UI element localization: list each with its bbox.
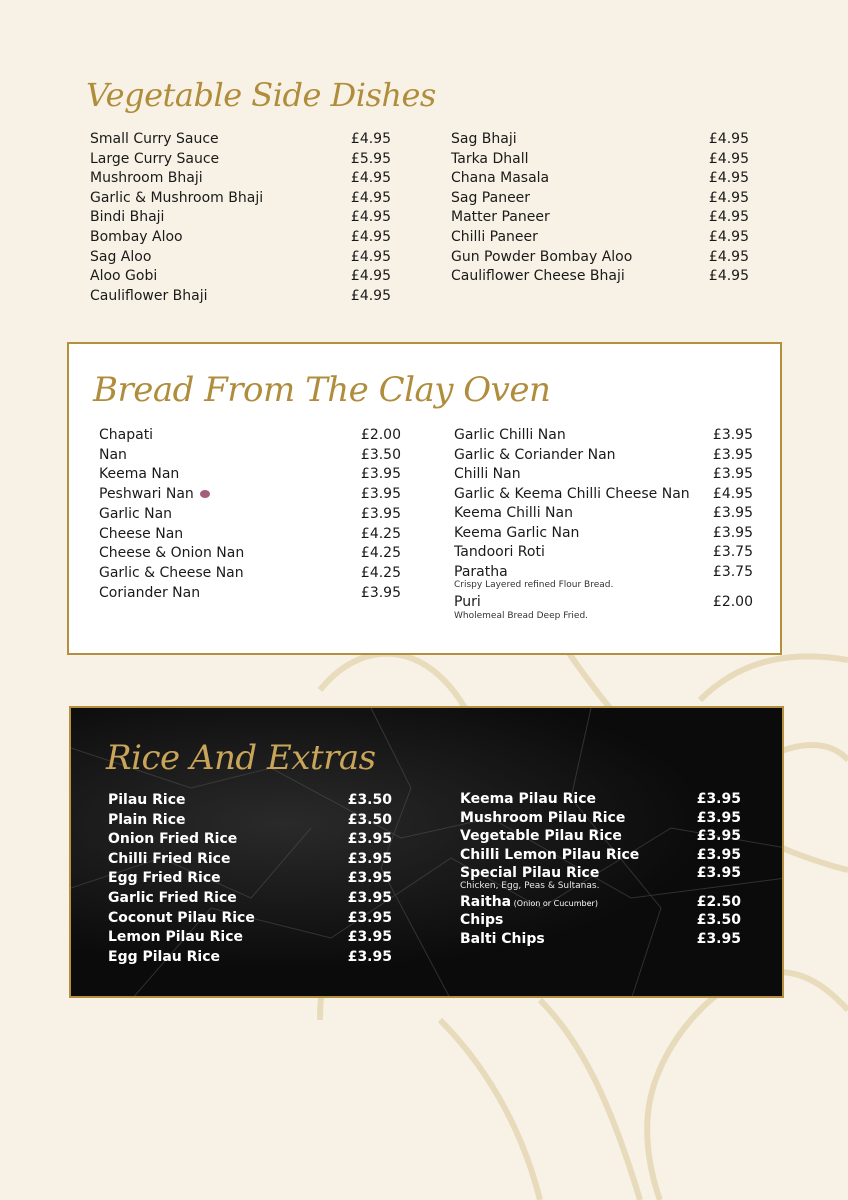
menu-item-label: Small Curry Sauce [90,131,219,147]
menu-item [90,131,391,151]
menu-item-price: £4.95 [350,189,391,206]
menu-item-price: £3.95 [696,791,741,807]
menu-item-price: £3.95 [360,505,401,522]
menu-item-price: £4.95 [708,170,749,187]
menu-item-label: Raitha [460,893,512,910]
menu-item-price: £3.95 [360,486,401,503]
menu-item [90,229,391,249]
menu-item-price: £3.95 [347,909,392,926]
menu-item-price: £3.50 [347,811,392,828]
menu-item-name [451,249,632,265]
section-title-rice: Rice And Extras [106,738,376,778]
menu-item-name [460,894,598,910]
menu-item-name [454,525,579,541]
menu-item-name [451,151,528,167]
menu-item [108,831,392,851]
menu-item-label: Garlic Nan [99,505,173,522]
menu-item-price: £4.95 [350,248,391,265]
menu-item-name [99,565,244,581]
menu-item-price: £4.95 [708,150,749,167]
menu-item-price: £3.95 [347,948,392,965]
menu-item [90,170,391,190]
menu-item [460,931,741,950]
menu-item-label: Garlic Chilli Nan [454,427,566,443]
menu-item-label: Keema Chilli Nan [454,505,573,521]
menu-item-name [108,812,186,828]
menu-item-name [99,486,210,502]
menu-item [99,466,401,486]
menu-item-label: Garlic & Coriander Nan [454,446,616,463]
menu-item-name [108,792,186,808]
menu-item-label: Tarka Dhall [451,150,529,167]
menu-item-price: £4.95 [350,131,391,147]
menu-item-price: £4.95 [708,131,749,147]
menu-item-label: Aloo Gobi [90,268,158,285]
menu-item-label: Sag Paneer [451,189,531,206]
menu-item-name [454,594,481,610]
menu-item-name [460,810,625,826]
menu-item-price: £4.95 [350,209,391,226]
menu-item-name [108,890,237,906]
menu-item-price: £3.50 [360,446,401,463]
menu-item-price: £4.95 [708,229,749,245]
menu-item-label: Garlic & Keema Chilli Cheese Nan [454,485,690,502]
menu-item-name [90,268,157,284]
menu-item-name [90,190,263,206]
menu-item [454,544,753,564]
menu-item-price: £3.95 [712,446,753,463]
menu-item-price: £4.95 [350,170,391,187]
menu-item [454,563,753,590]
menu-item-price: £4.95 [708,189,749,206]
menu-item-name [90,249,151,265]
menu-item-label: Chilli Nan [454,466,521,482]
menu-item-label: Cheese Nan [99,525,184,542]
menu-item-name [460,912,503,928]
menu-item [90,268,391,288]
menu-item [454,525,753,545]
menu-item [99,526,401,546]
section-title-bread: Bread From The Clay Oven [93,370,551,410]
menu-item-label: Garlic & Mushroom Bhaji [90,189,264,206]
menu-item [454,486,753,506]
menu-item-label: Chilli Paneer [451,229,538,245]
menu-item [451,268,749,288]
menu-item-price: £3.95 [696,930,741,947]
menu-item-name [99,447,127,463]
menu-item [108,870,392,890]
menu-item-price: £3.50 [347,792,392,808]
menu-item-label: Cauliflower Cheese Bhaji [451,268,625,285]
menu-item-price: £3.75 [712,563,753,580]
menu-item [99,427,401,447]
menu-item-price: £4.25 [360,525,401,542]
menu-item-price: £3.95 [712,505,753,521]
menu-item [108,851,392,871]
menu-item-name [108,831,237,847]
menu-item [454,447,753,467]
menu-item-label: Onion Fried Rice [108,831,238,848]
menu-item [454,505,753,525]
menu-item-label: Keema Pilau Rice [460,791,597,807]
menu-item-price: £3.95 [347,870,392,887]
menu-item-note: (Onion or Cucumber) [511,898,598,908]
menu-item-label: Garlic & Cheese Nan [99,564,244,581]
section-title-vegetable: Vegetable Side Dishes [86,76,436,114]
menu-item-label: Vegetable Pilau Rice [460,828,622,844]
menu-item [108,890,392,910]
menu-item-price: £2.50 [696,893,741,910]
menu-item-label: Peshwari Nan [99,486,194,503]
menu-item-name [99,585,200,601]
menu-item-price: £4.25 [360,564,401,581]
menu-item-price: £3.95 [696,809,741,826]
menu-item-label: Mushroom Pilau Rice [460,809,626,826]
menu-item [108,929,392,949]
menu-item [460,894,741,913]
menu-item-label: Garlic Fried Rice [108,890,237,906]
menu-item [454,594,753,621]
menu-item-name [460,931,545,947]
menu-item [451,209,749,229]
menu-item-label: Nan [99,446,127,463]
menu-item [90,288,391,308]
menu-item-name [90,209,164,225]
menu-item-label: Coriander Nan [99,584,201,601]
menu-item-label: Gun Powder Bombay Aloo [451,248,633,265]
menu-item-price: £4.95 [712,485,753,502]
menu-item-name [451,131,517,147]
menu-item-price: £3.95 [712,427,753,443]
menu-item [451,151,749,171]
menu-item-name [451,170,549,186]
menu-item-name [454,427,566,443]
menu-item-name [90,170,203,186]
menu-item-name [108,949,220,965]
menu-item-name [99,427,153,443]
menu-item [99,447,401,467]
menu-item-label: Lemon Pilau Rice [108,929,243,946]
menu-item-label: Sag Bhaji [451,131,517,147]
menu-item-name [451,268,625,284]
menu-item-name [90,151,219,167]
menu-item-name [460,847,639,863]
menu-item-price: £5.95 [350,150,391,167]
menu-item-name [90,288,208,304]
menu-item [460,828,741,847]
menu-item [90,190,391,210]
menu-item-label: Bombay Aloo [90,229,183,245]
menu-item-price: £3.95 [712,466,753,482]
menu-item-label: Egg Pilau Rice [108,948,220,965]
menu-item [454,466,753,486]
menu-item-price: £3.95 [712,524,753,541]
menu-item-label: Chapati [99,427,154,443]
menu-item [451,229,749,249]
menu-item-price: £4.95 [708,268,749,285]
menu-item-name [108,910,255,926]
menu-item-label: Pilau Rice [108,792,186,808]
menu-item [451,190,749,210]
menu-item-name [90,229,183,245]
menu-item-price: £3.95 [360,466,401,483]
menu-item-price: £4.95 [708,248,749,265]
menu-item [99,565,401,585]
menu-item-label: Paratha [454,563,508,580]
menu-item-name [451,209,550,225]
menu-item [451,131,749,151]
nut-icon [200,490,210,498]
menu-item-label: Chana Masala [451,170,550,187]
menu-item-price: £4.25 [360,545,401,562]
menu-item-description: Crispy Layered refined Flour Bread. [454,580,614,590]
menu-item-price: £4.95 [350,287,391,304]
menu-item [90,151,391,171]
menu-item-label: Coconut Pilau Rice [108,909,255,926]
menu-item-label: Bindi Bhaji [90,209,165,226]
menu-item-label: Balti Chips [460,930,545,947]
menu-item-price: £3.95 [347,929,392,946]
menu-item-name [108,851,230,867]
menu-item [99,585,401,605]
menu-item-label: Mushroom Bhaji [90,170,203,187]
menu-item-price: £3.50 [696,912,741,928]
menu-item [460,847,741,866]
menu-item-name [460,828,622,844]
menu-item-label: Puri [454,594,481,610]
menu-item [460,810,741,829]
menu-item-name [454,505,573,521]
menu-item-name [460,865,599,881]
menu-item-name [99,466,179,482]
menu-item-name [451,190,530,206]
menu-item [108,792,392,812]
menu-item [108,949,392,969]
menu-item-price: £3.95 [347,890,392,906]
menu-item-label: Chips [460,912,504,928]
menu-item-name [108,929,243,945]
menu-item-price: £3.95 [347,831,392,848]
menu-item-name [454,564,508,580]
menu-item-name [454,544,545,560]
menu-item-price: £3.95 [696,865,741,881]
menu-item-label: Tandoori Roti [454,544,545,560]
menu-item-price: £3.75 [712,544,753,560]
menu-item-price: £3.95 [696,828,741,844]
menu-item-name [108,870,221,886]
menu-item-price: £4.95 [350,229,391,245]
menu-item-label: Keema Garlic Nan [454,524,580,541]
menu-item [454,427,753,447]
menu-item-price: £3.95 [347,850,392,867]
menu-item [90,249,391,269]
menu-item-label: Sag Aloo [90,248,152,265]
menu-item [99,486,401,506]
menu-item-label: Cheese & Onion Nan [99,545,245,562]
menu-item-name [90,131,219,147]
menu-item-label: Chilli Lemon Pilau Rice [460,846,640,863]
menu-item-description: Chicken, Egg, Peas & Sultanas. [460,880,600,891]
menu-item-name [454,447,616,463]
menu-item-label: Cauliflower Bhaji [90,287,208,304]
menu-item-price: £4.95 [708,209,749,226]
menu-item-name [460,791,596,807]
menu-item-label: Large Curry Sauce [90,150,220,167]
menu-item-name [451,229,538,245]
menu-item-label: Plain Rice [108,811,186,828]
menu-item-price: £2.00 [712,594,753,610]
menu-item [451,170,749,190]
menu-item-label: Egg Fried Rice [108,870,221,887]
menu-item [99,506,401,526]
menu-item-label: Matter Paneer [451,209,550,226]
menu-item [451,249,749,269]
menu-item-price: £3.95 [696,846,741,863]
menu-item-description: Wholemeal Bread Deep Fried. [454,610,589,621]
menu-item-name [454,486,690,502]
menu-item [108,812,392,832]
menu-item [460,912,741,931]
menu-item-price: £4.95 [350,268,391,285]
menu-item-name [99,526,183,542]
menu-item [90,209,391,229]
menu-item-label: Keema Nan [99,466,180,483]
menu-item-label: Special Pilau Rice [460,865,600,881]
menu-item [108,910,392,930]
menu-item-name [99,545,244,561]
menu-item-name [454,466,521,482]
menu-item-price: £2.00 [360,427,401,443]
menu-item-name [99,506,172,522]
menu-item [460,791,741,810]
menu-item [460,865,741,891]
menu-item-label: Chilli Fried Rice [108,850,231,867]
menu-item [99,545,401,565]
menu-item-price: £3.95 [360,584,401,601]
